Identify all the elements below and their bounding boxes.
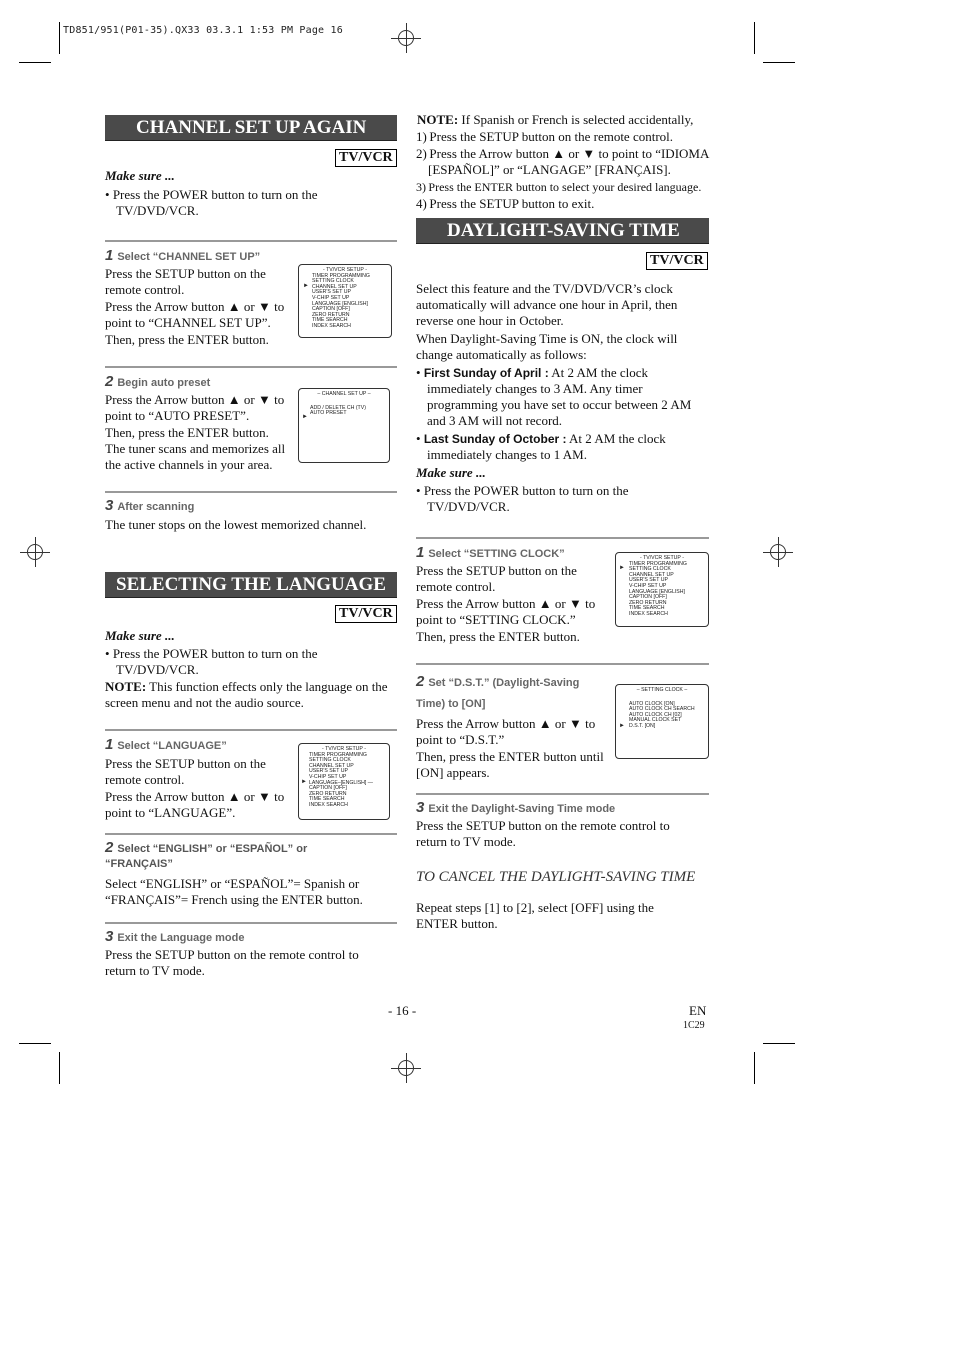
tv-screen-menu: - TV/VCR SETUP - TIMER PROGRAMMING SETTING CLOCK CHANNEL SET UP USER'S SET UP V-CHIP SET UP LANGUAGE [ENGLISH] CAPTION [OFF] ZERO RETURN TIME SEARCH INDEX SEARCH ► [615,552,709,627]
step-text: Then, press the ENTER button until [ON] appears. [416,749,604,780]
power-bullet: • Press the POWER button to turn on the TV/DVD/VCR. [105,646,318,677]
make-sure-label: Make sure ... [105,628,175,643]
registration-mark-icon [20,537,50,567]
step-title: 3 Exit the Language mode [105,928,245,945]
tv-screen-menu: – CHANNEL SET UP – ADD / DELETE CH (TV) AUTO PRESET ► [298,388,390,463]
language-code: EN [689,1003,707,1018]
crop-mark [59,22,60,54]
cancel-dst-heading: TO CANCEL THE DAYLIGHT-SAVING TIME [416,869,696,885]
cursor-arrow-icon: ► [301,779,307,785]
step-title: 1 Select “CHANNEL SET UP” [105,247,261,264]
crop-mark [19,1043,51,1044]
step-text: Press the SETUP button on the remote control. [105,266,266,297]
accidental-note: NOTE: If Spanish or French is selected accidentally, [417,112,694,127]
dst-bullet: • First Sunday of April : At 2 AM the clock immediately changes to 3 AM. Any timer programming you have set to occur between 2 AM and 3 AM will not record. [416,365,692,428]
step-text: The tuner stops on the lowest memorized channel. [105,517,367,532]
step-text: Press the SETUP button on the remote control. [416,563,577,594]
step-text: Press the Arrow button ▲ or ▼ to point to “CHANNEL SET UP”. [105,299,285,330]
make-sure-label: Make sure ... [416,465,486,480]
step-title: 3 Exit the Daylight-Saving Time mode [416,799,616,816]
note-item: 4) Press the SETUP button to exit. [416,196,595,211]
doc-code: 1C29 [683,1020,705,1031]
right-column [416,112,709,932]
language-banner: SELECTING THE LANGUAGE [105,572,397,598]
step-text: Press the Arrow button ▲ or ▼ to point to “SETTING CLOCK.” [416,596,596,627]
crop-mark [763,62,795,63]
dst-banner: DAYLIGHT-SAVING TIME [416,218,709,244]
dst-intro: When Daylight-Saving Time is ON, the clock will change automatically as follows: [416,331,678,362]
cancel-dst-text: Repeat steps [1] to [2], select [OFF] using the ENTER button. [416,900,654,931]
make-sure-label: Make sure ... [105,168,175,183]
step-text: Press the SETUP button on the remote control to return to TV mode. [105,947,359,978]
left-column [105,115,397,979]
step-text: Press the Arrow button ▲ or ▼ to point to “LANGUAGE”. [105,789,285,820]
step-title: 3 After scanning [105,497,195,514]
step-title: 1 Select “LANGUAGE” [105,736,227,753]
tv-screen-menu: - TV/VCR SETUP - TIMER PROGRAMMING SETTING CLOCK CHANNEL SET UP USER'S SET UP V-CHIP SET UP LANGUAGE–[ENGLISH] — CAPTION [OFF] ZERO RETURN TIME SEARCH INDEX SEARCH ► [298,743,390,820]
step-text: Press the SETUP button on the remote control to return to TV mode. [416,818,670,849]
step-title: 2 Set “D.S.T.” (Daylight-Saving Time) to [ON] [416,673,580,710]
step-text: Then, press the ENTER button. [105,332,269,347]
cursor-arrow-icon: ► [302,414,308,420]
note-item: 2) Press the Arrow button ▲ or ▼ to point to “IDIOMA [ESPAÑOL]” or “LANGAGE” [FRANÇAIS]. [416,146,709,177]
step-title: 2 Begin auto preset [105,373,211,390]
registration-mark-icon [391,1053,421,1083]
step-text: Select “ENGLISH” or “ESPAÑOL”= Spanish or “FRANÇAIS”= French using the ENTER button. [105,876,363,907]
crop-mark [763,1043,795,1044]
channel-setup-banner: CHANNEL SET UP AGAIN [105,115,397,141]
step-text: The tuner scans and memorizes all the active channels in your area. [105,441,286,472]
tvvcr-badge: TV/VCR [646,252,708,270]
cursor-arrow-icon: ► [303,283,309,289]
step-text: Then, press the ENTER button. [416,629,580,644]
cursor-arrow-icon: ► [619,723,625,729]
tv-screen-menu: - TV/VCR SETUP - TIMER PROGRAMMING SETTING CLOCK CHANNEL SET UP USER'S SET UP V-CHIP SET UP LANGUAGE [ENGLISH] CAPTION [OFF] ZERO RETURN TIME SEARCH INDEX SEARCH ► [298,264,392,338]
step-text: Press the Arrow button ▲ or ▼ to point to “AUTO PRESET”. [105,392,285,423]
tvvcr-badge: TV/VCR [335,149,397,167]
step-text: Then, press the ENTER button. [105,425,269,440]
dst-bullet: • Last Sunday of October : At 2 AM the clock immediately changes to 1 AM. [416,431,666,462]
tv-screen-menu: – SETTING CLOCK – AUTO CLOCK [ON] AUTO CLOCK CH SEARCH AUTO CLOCK CH [02] MANUAL CLOCK SET D.S.T. [ON] ► [615,684,709,759]
power-bullet: • Press the POWER button to turn on the TV/DVD/VCR. [416,483,629,514]
crop-mark [754,22,755,54]
crop-mark [19,62,51,63]
registration-mark-icon [391,23,421,53]
power-bullet: • Press the POWER button to turn on the TV/DVD/VCR. [105,187,318,218]
step-text: Press the Arrow button ▲ or ▼ to point to “D.S.T.” [416,716,596,747]
note-item: 3) Press the ENTER button to select your desired language. [416,180,702,194]
crop-mark [59,1052,60,1084]
slug-line: TD851/951(P01-35).QX33 03.3.1 1:53 PM Page 16 [63,25,343,36]
step-text: Press the SETUP button on the remote control. [105,756,266,787]
note-item: 1) Press the SETUP button on the remote control. [416,129,674,144]
cursor-arrow-icon: ► [619,565,625,571]
dst-intro: Select this feature and the TV/DVD/VCR’s clock automatically will advance one hour in April, then reverse one hour in October. [416,281,678,328]
tvvcr-badge: TV/VCR [335,605,397,623]
crop-mark [754,1052,755,1084]
registration-mark-icon [763,537,793,567]
step-title: 1 Select “SETTING CLOCK” [416,544,565,561]
page-number: - 16 - [388,1003,417,1018]
language-note: NOTE: This function effects only the language on the screen menu and not the audio source. [105,679,388,710]
step-title: 2 Select “ENGLISH” or “ESPAÑOL” or “FRANÇAIS” [105,839,308,870]
